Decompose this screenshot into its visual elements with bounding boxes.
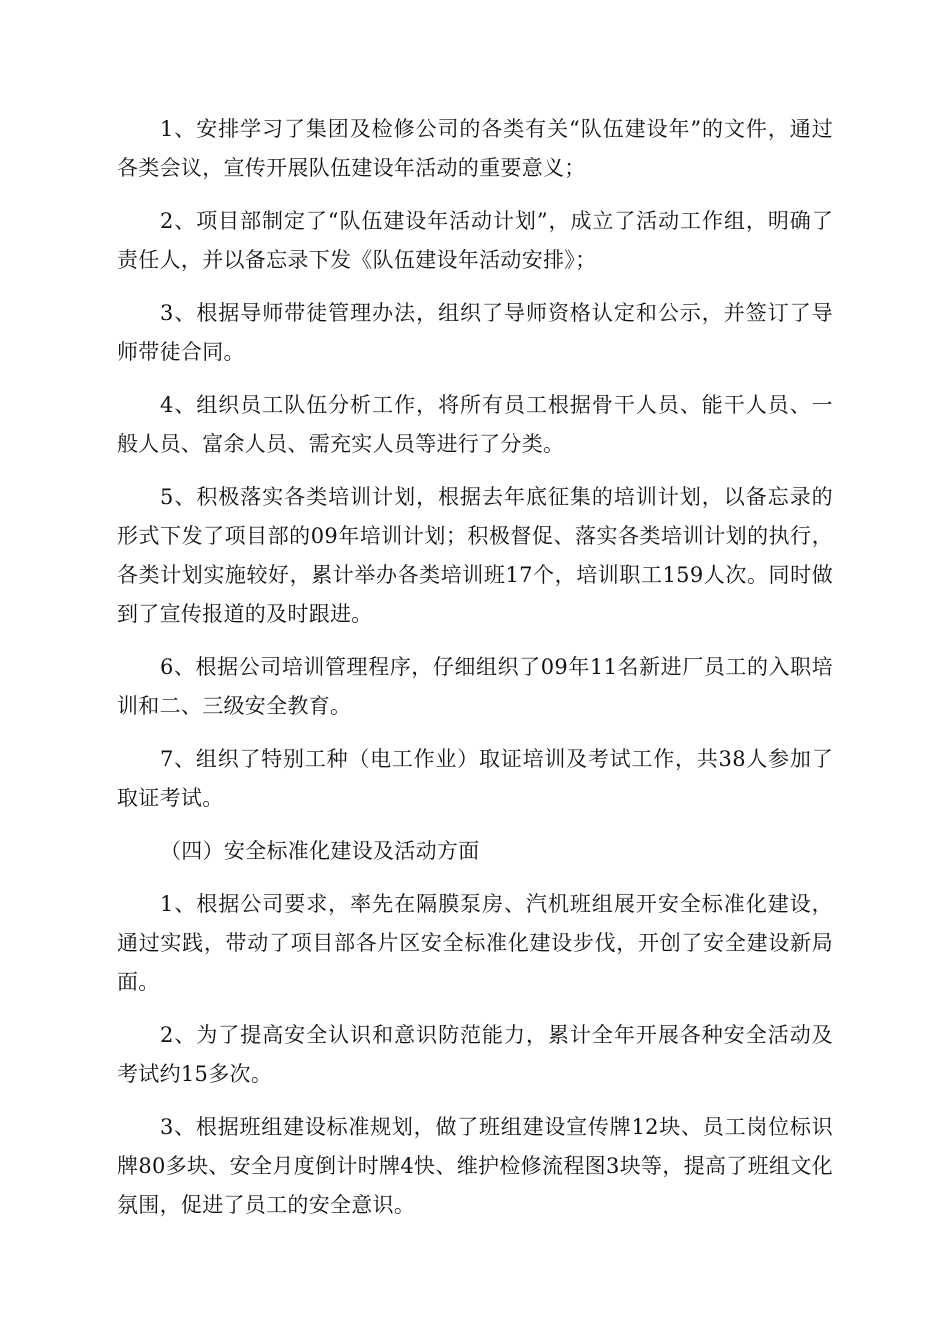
paragraph-7: 7、组织了特别工种（电工作业）取证培训及考试工作，共38人参加了取证考试。 [117, 747, 833, 810]
paragraph-10: 3、根据班组建设标准规划，做了班组建设宣传牌12块、员工岗位标识牌80多块、安全月度倒计时牌4快、维护检修流程图3块等，提高了班组文化氛围，促进了员工的安全意识。 [117, 1115, 833, 1217]
paragraph-5: 5、积极落实各类培训计划，根据去年底征集的培训计划，以备忘录的形式下发了项目部的09年培训计划；积极督促、落实各类培训计划的执行，各类计划实施较好，累计举办各类培训班17个，培训职工159人次。同时做到了宣传报道的及时跟进。 [117, 485, 833, 626]
paragraph-8: 1、根据公司要求，率先在隔膜泵房、汽机班组展开安全标准化建设，通过实践，带动了项目部各片区安全标准化建设步伐，开创了安全建设新局面。 [117, 892, 833, 994]
paragraph-3: 3、根据导师带徒管理办法，组织了导师资格认定和公示，并签订了导师带徒合同。 [117, 301, 833, 364]
paragraph-6: 6、根据公司培训管理程序，仔细组织了09年11名新进厂员工的入职培训和二、三级安全教育。 [117, 655, 833, 718]
paragraph-2: 2、项目部制定了“队伍建设年活动计划”，成立了活动工作组，明确了责任人，并以备忘录下发《队伍建设年活动安排》； [117, 209, 833, 272]
paragraph-1: 1、安排学习了集团及检修公司的各类有关“队伍建设年”的文件，通过各类会议，宣传开展队伍建设年活动的重要意义； [117, 117, 833, 180]
paragraph-9: 2、为了提高安全认识和意识防范能力，累计全年开展各种安全活动及考试约15多次。 [117, 1023, 833, 1086]
section-heading: （四）安全标准化建设及活动方面 [160, 839, 480, 863]
document-body [117, 110, 833, 1239]
paragraph-4: 4、组织员工队伍分析工作，将所有员工根据骨干人员、能干人员、一般人员、富余人员、需充实人员等进行了分类。 [117, 393, 833, 456]
